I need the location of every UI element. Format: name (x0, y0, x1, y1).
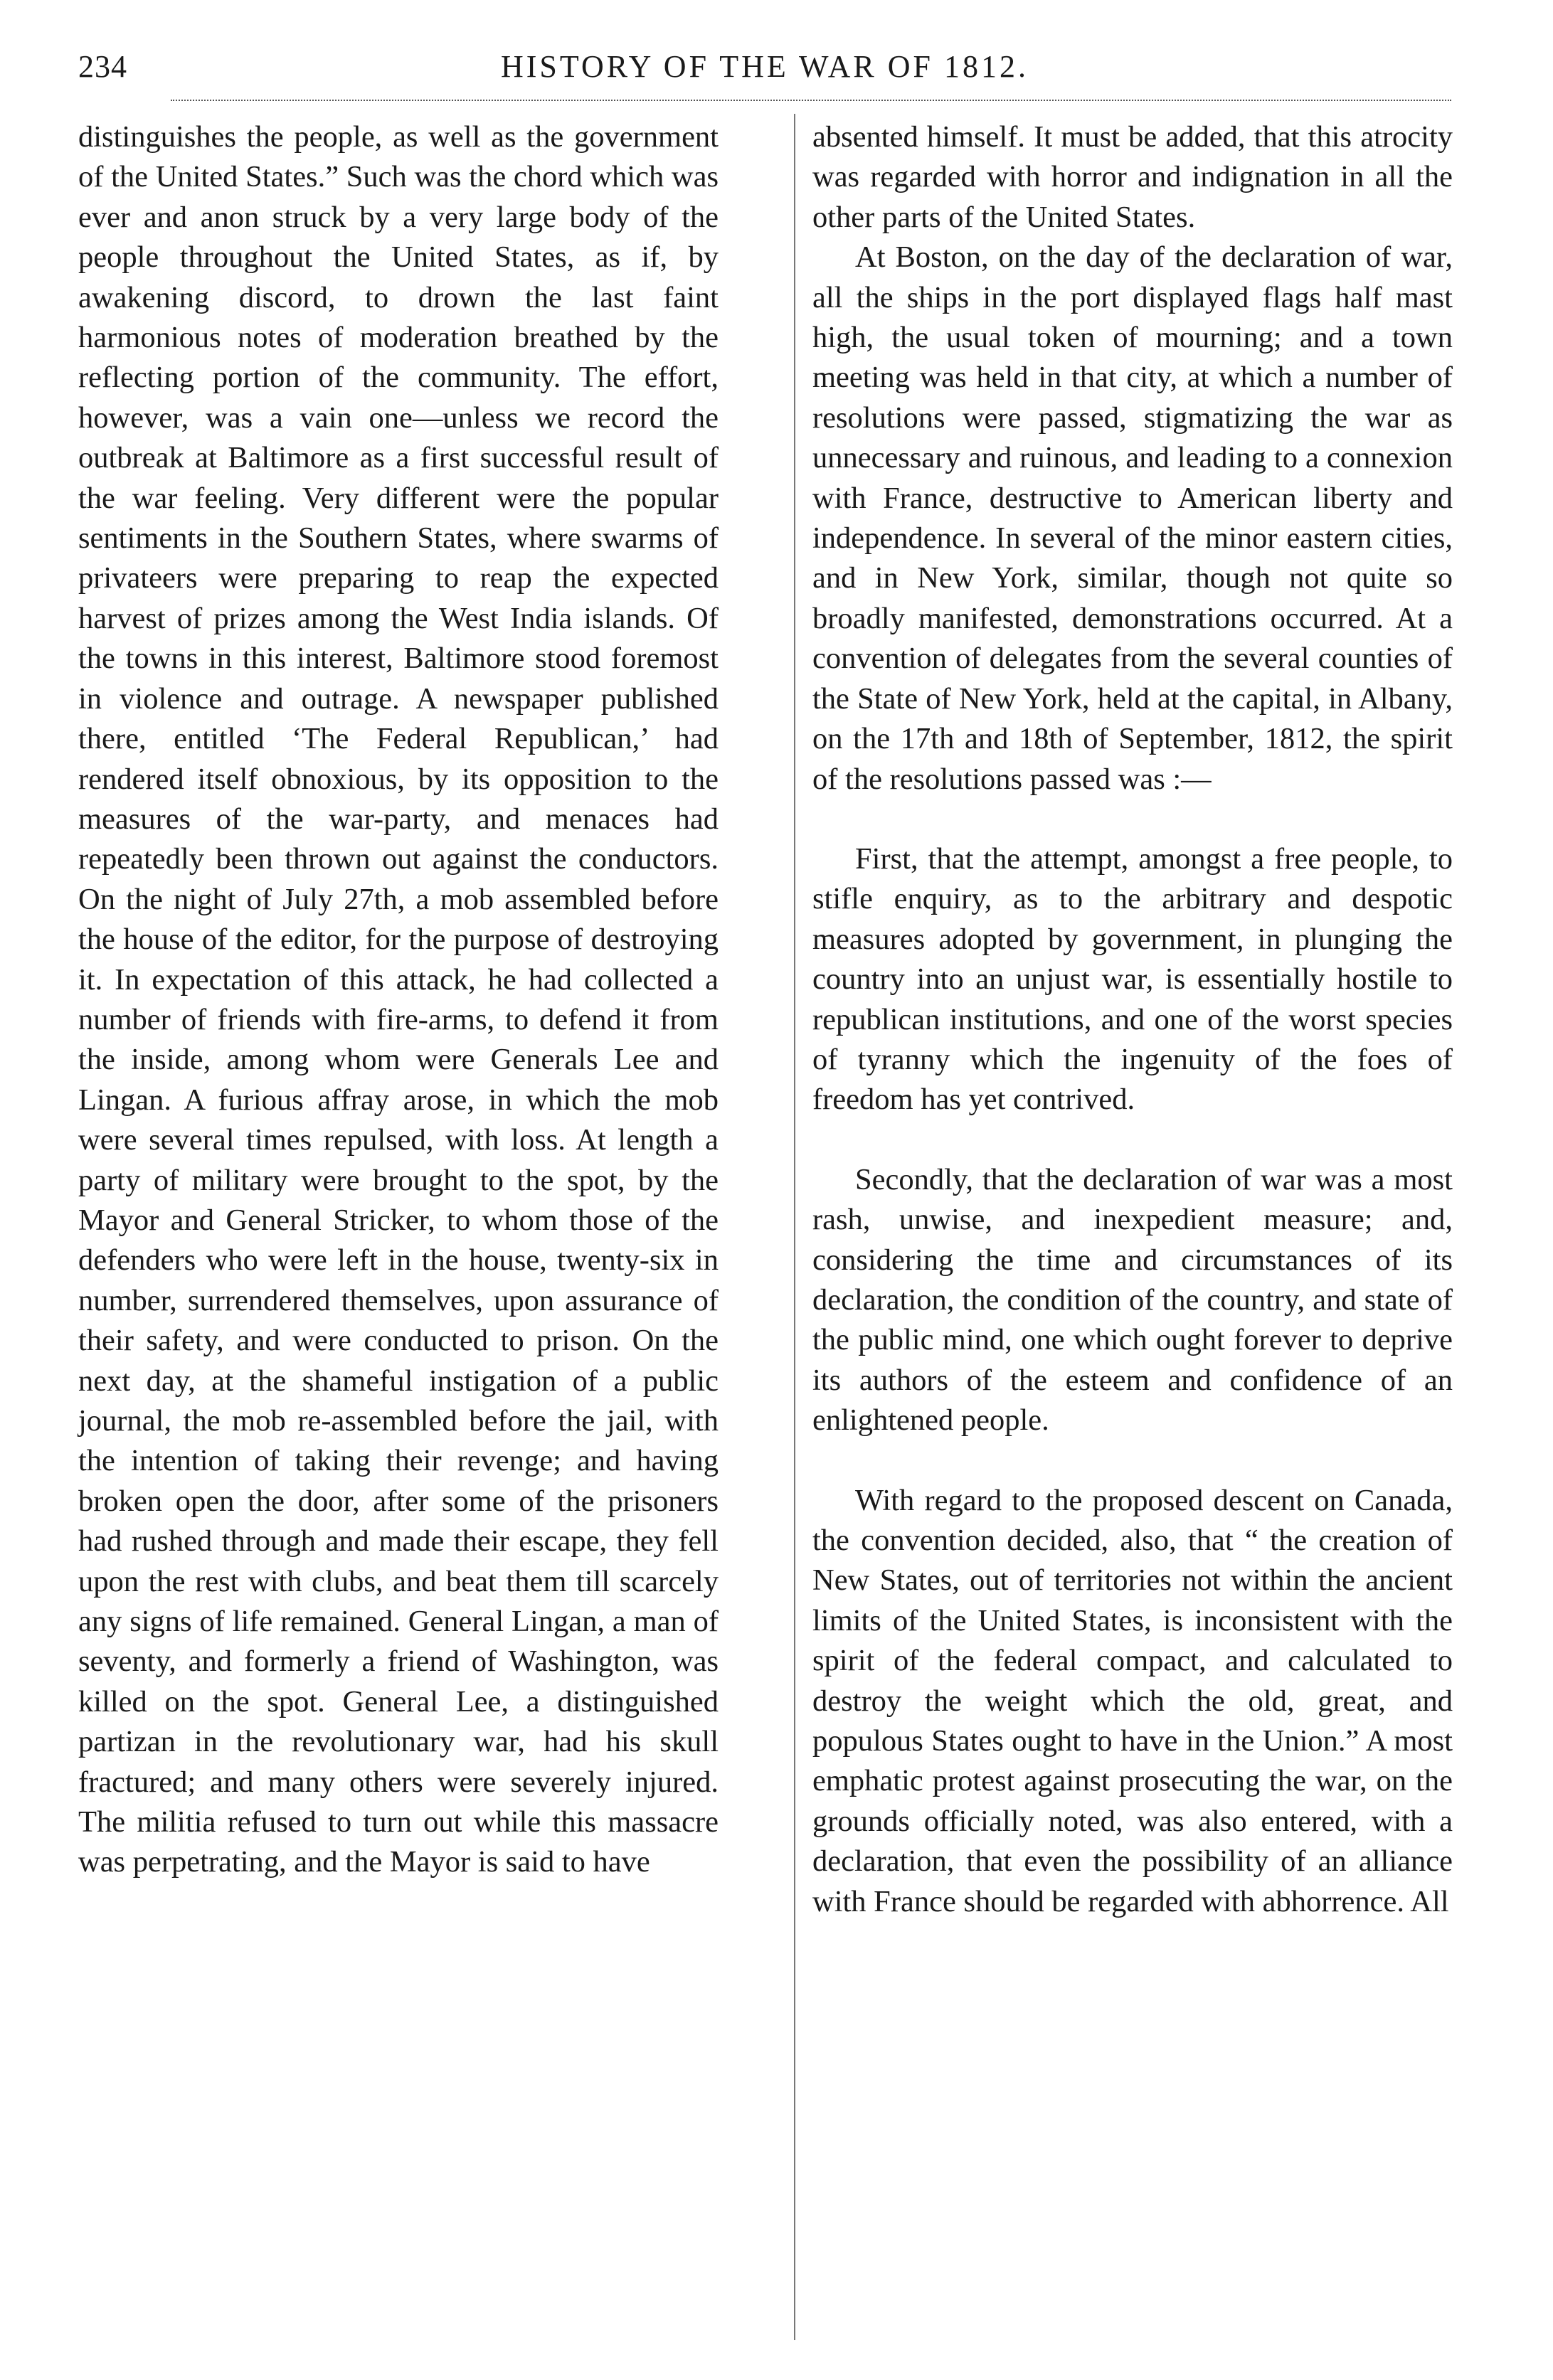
running-head (78, 43, 1451, 92)
left-column (78, 117, 719, 1883)
book-page (78, 43, 1451, 2340)
right-column (812, 117, 1453, 1922)
column-divider (794, 114, 795, 2340)
resolution-second: Secondly, that the declaration of war was a most rash, unwise, and inexpedient measure; and, considering the time and circumstances of its declaration, the condition of the country, and state of the public mind, one which ought forever to deprive its authors of the esteem and confidence of an enlightened people. (812, 1162, 1453, 1438)
header-rule (171, 100, 1451, 101)
running-title: HISTORY OF THE WAR OF 1812. (500, 49, 1029, 84)
paragraph-canada: With regard to the proposed descent on Canada, the convention decided, also, that “ the creation of New States, out of territories not within the ancient limits of the United States, is inconsistent with the spirit of the federal compact, and calculated to destroy the weight which the old, great, and populous States ought to have in the Union.” A most emphatic protest against prosecuting the war, on the grounds officially noted, was also entered, with a declaration, that even the possibility of an alliance with France should be regarded with abhorrence. All (812, 1483, 1453, 1918)
page-number: 234 (78, 49, 127, 84)
resolution-first: First, that the attempt, amongst a free people, to stifle enquiry, as to the arbitrary and despotic measures adopted by government, in plunging the country into an unjust war, is essentially hostile to republican institutions, and one of the worst species of tyranny which the ingenuity of the foes of freedom has yet contrived. (812, 841, 1453, 1117)
paragraph-continuation: absented himself. It must be added, that this atrocity was regarded with horror and indignation in all the other parts of the United States. (812, 120, 1453, 234)
left-column-text: distinguishes the people, as well as the government of the United States.” Such was the chord which was ever and anon struck by a very large body of the people throughout the United States, as if, by awakening discord, to drown the last faint harmonious notes of moderation breathed by the reflecting portion of the community. The effort, however, was a vain one—unless we record the outbreak at Baltimore as a first successful result of the war feeling. Very different were the popular sentiments in the Southern States, where swarms of privateers were preparing to reap the expected harvest of prizes among the West India islands. Of the towns in this interest, Baltimore stood foremost in violence and outrage. A newspaper published there, entitled ‘The Federal Republican,’ had rendered itself obnoxious, by its opposition to the measures of the war-party, and menaces had repeatedly been thrown out against the conductors. On the night of July 27th, a mob assembled before the house of the editor, for the purpose of destroying it. In expectation of this attack, he had collected a number of friends with fire-arms, to defend it from the inside, among whom were Generals Lee and Lingan. A furious affray arose, in which the mob were several times repulsed, with loss. At length a party of military were brought to the spot, by the Mayor and General Stricker, to whom those of the defenders who were left in the house, twenty-six in number, surrendered themselves, upon assurance of their safety, and were conducted to prison. On the next day, at the shameful instigation of a public journal, the mob re-assembled before the jail, with the intention of taking their revenge; and having broken open the door, after some of the prisoners had rushed through and made their escape, they fell upon the rest with clubs, and beat them till scarcely any signs of life remained. General Lingan, a man of seventy, and formerly a friend of Washington, was killed on the spot. General Lee, a distinguished partizan in the revolutionary war, had his skull fractured; and many others were severely injured. The militia refused to turn out while this massacre was perpetrating, and the Mayor is said to have (78, 120, 719, 1879)
paragraph-boston: At Boston, on the day of the declaration of war, all the ships in the port displayed flags half mast high, the usual token of mourning; and a town meeting was held in that city, at which a number of resolutions were passed, stigmatizing the war as unnecessary and ruinous, and leading to a connexion with France, destructive to American liberty and independence. In several of the minor eastern cities, and in New York, similar, though not quite so broadly manifested, demonstrations occurred. At a convention of delegates from the several counties of the State of New York, held at the capital, in Albany, on the 17th and 18th of September, 1812, the spirit of the resolutions passed was :— (812, 240, 1453, 796)
